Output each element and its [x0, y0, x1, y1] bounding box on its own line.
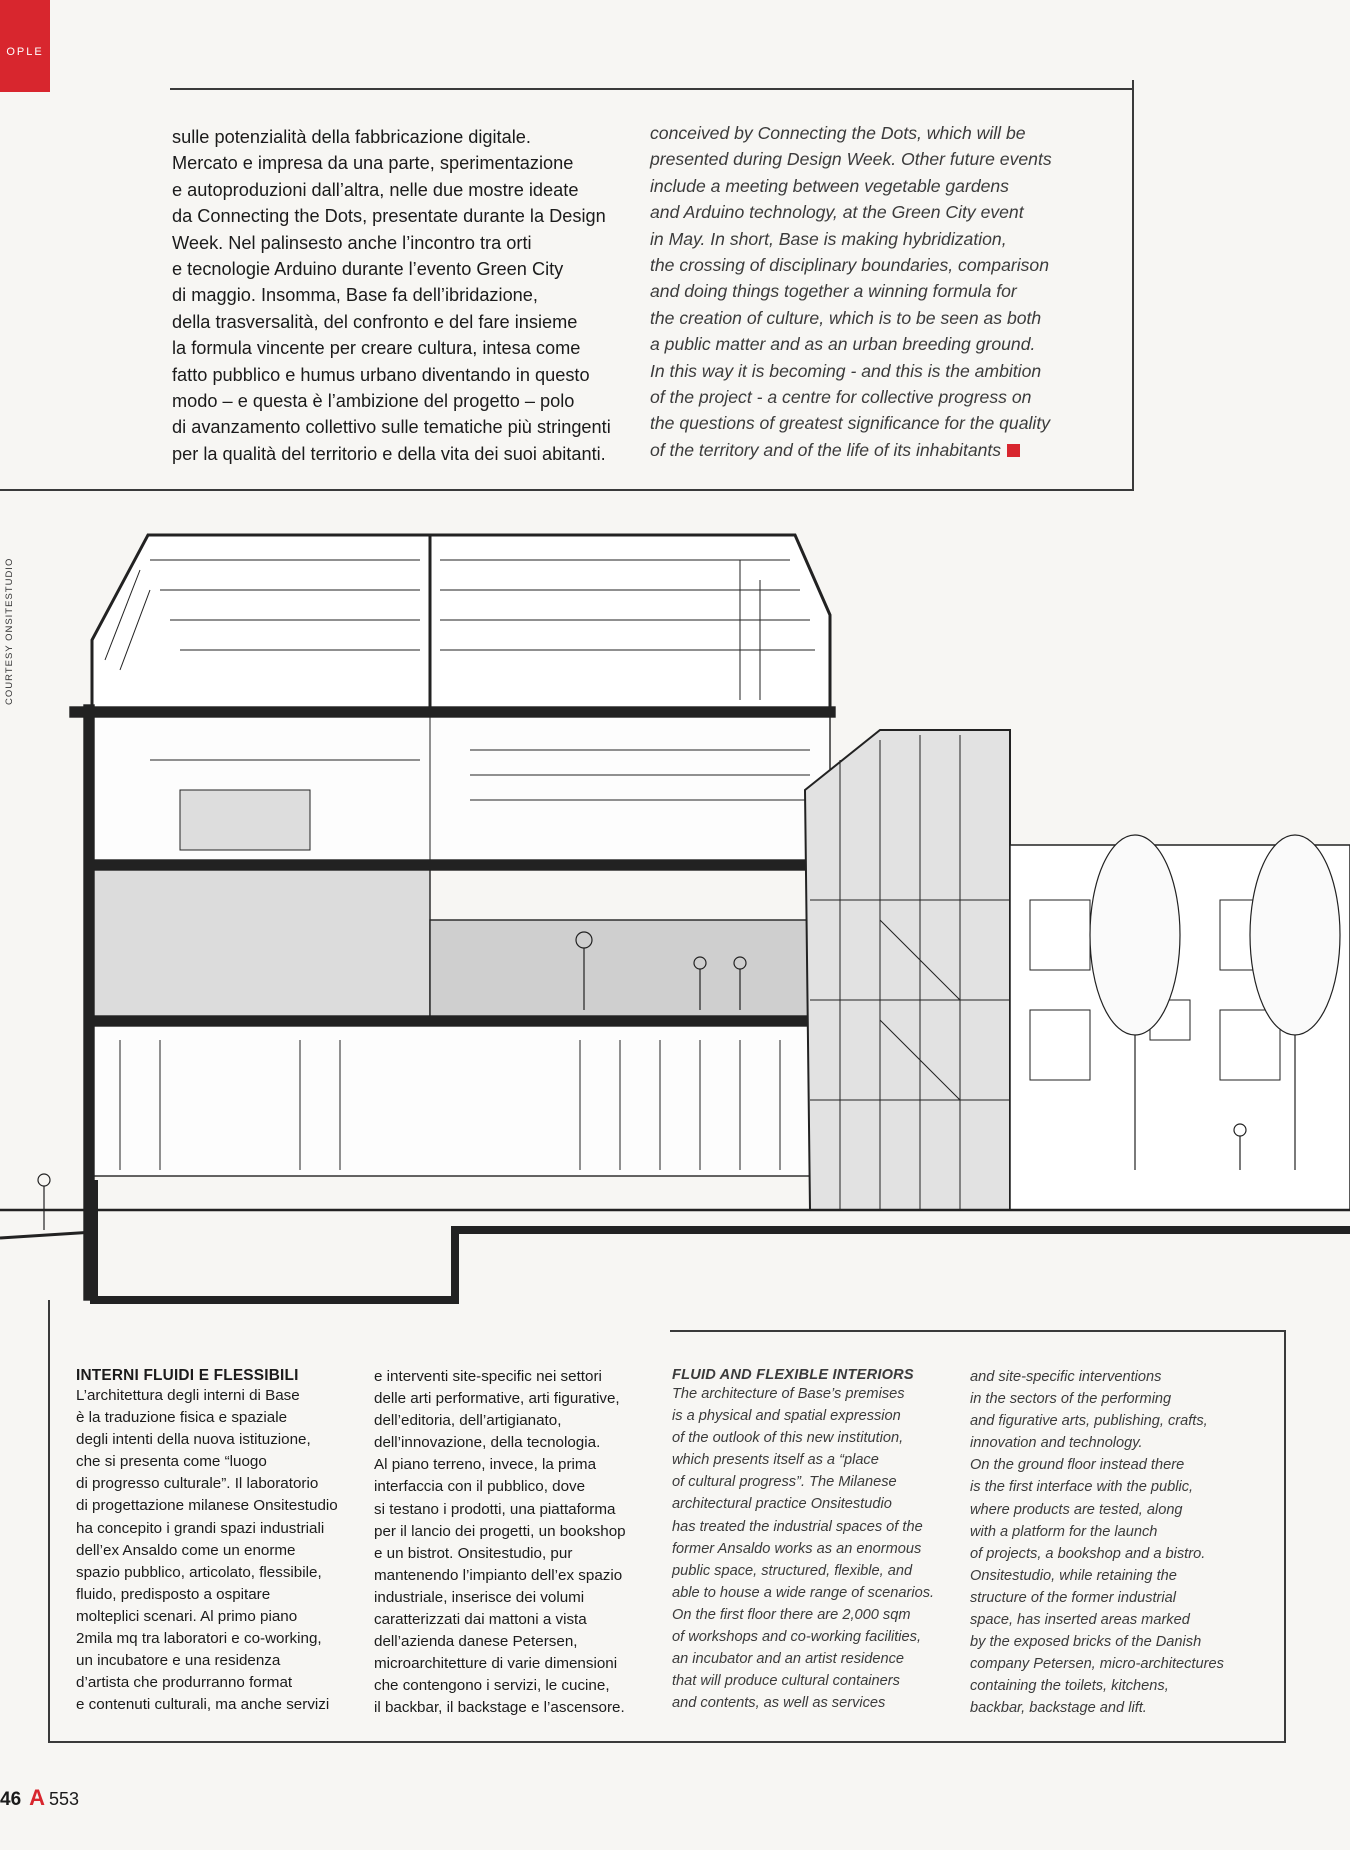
text-line: un incubatore e una residenza	[76, 1652, 281, 1670]
text-line: backbar, backstage and lift.	[970, 1700, 1147, 1717]
text-line: la formula vincente per creare cultura, intesa come	[172, 338, 581, 359]
text-line: e autoproduzioni dall’altra, nelle due mostre ideate	[172, 179, 579, 200]
text-line: fatto pubblico e humus urbano diventando in questo	[172, 364, 590, 385]
text-line: has treated the industrial spaces of the	[672, 1518, 923, 1535]
text-line: the creation of culture, which is to be seen as both	[650, 307, 1042, 328]
text-line: in the sectors of the performing	[970, 1391, 1172, 1408]
text-line: of projects, a bookshop and a bistro.	[970, 1545, 1206, 1562]
text-line: dell’editoria, dell’artigianato,	[374, 1412, 562, 1430]
text-line: delle arti performative, arti figurative,	[374, 1390, 620, 1408]
text-line: and doing things together a winning formula for	[650, 281, 1017, 302]
text-line: and site-specific interventions	[970, 1369, 1162, 1385]
text-line: In this way it is becoming - and this is the ambition	[650, 360, 1042, 381]
text-line: of the territory and of the life of its inhabitants	[650, 437, 1120, 463]
text-line: and Arduino technology, at the Green City event	[650, 202, 1024, 223]
text-line: interfaccia con il pubblico, dove	[374, 1478, 586, 1496]
text-line: space, has inserted areas marked	[970, 1612, 1190, 1629]
top-frame-right	[1132, 80, 1134, 490]
text-line: il backbar, il backstage e l’ascensore.	[374, 1699, 625, 1717]
text-line: che contengono i servizi, le cucine,	[374, 1677, 610, 1695]
text-line: able to house a wide range of scenarios.	[672, 1584, 935, 1601]
text-line: the crossing of disciplinary boundaries, comparison	[650, 255, 1049, 276]
text-line: e interventi site-specific nei settori	[374, 1368, 602, 1385]
text-line: è la traduzione fisica e spaziale	[76, 1409, 288, 1427]
english-text-top	[650, 120, 1120, 463]
text-line: On the ground floor instead there	[970, 1457, 1185, 1474]
italian-col-2	[374, 1366, 664, 1720]
text-line: include a meeting between vegetable gardens	[650, 175, 1009, 196]
bottom-frame-bottom	[48, 1741, 1286, 1743]
text-line: of the outlook of this new institution,	[672, 1430, 904, 1447]
text-line: of cultural progress”. The Milanese	[672, 1474, 897, 1491]
text-line: sulle potenzialità della fabbricazione digitale.	[172, 127, 531, 147]
text-line: by the exposed bricks of the Danish	[970, 1634, 1202, 1651]
text-line: Al piano terreno, invece, la prima	[374, 1456, 597, 1474]
text-line: per la qualità del territorio e della vita dei suoi abitanti.	[172, 443, 606, 464]
end-mark-icon	[1007, 444, 1020, 457]
text-line: where products are tested, along	[970, 1501, 1183, 1518]
text-line: che si presenta come “luogo	[76, 1453, 267, 1471]
text-line: molteplici scenari. Al primo piano	[76, 1607, 298, 1625]
text-line: da Connecting the Dots, presentate durante la Design	[172, 206, 606, 227]
text-line: e contenuti culturali, ma anche servizi	[76, 1696, 330, 1714]
text-line: spazio pubblico, articolato, flessibile,	[76, 1563, 322, 1581]
text-line: industriale, inserisce dei volumi	[374, 1588, 585, 1606]
top-frame-bottom	[0, 489, 1134, 491]
page-number: 46	[0, 1789, 22, 1810]
italian-col-1	[76, 1367, 366, 1716]
text-line: structure of the former industrial	[970, 1589, 1177, 1606]
text-line: is a physical and spatial expression	[672, 1408, 901, 1425]
text-line: della trasversalità, del confronto e del fare insieme	[172, 311, 578, 332]
bottom-frame-top	[670, 1330, 1285, 1332]
architectural-section-drawing	[0, 515, 1350, 1315]
text-line: of the project - a centre for collective progress on	[650, 387, 1032, 408]
text-line: Week. Nel palinsesto anche l’incontro tra orti	[172, 232, 532, 253]
text-line: 2mila mq tra laboratori e co-working,	[76, 1630, 322, 1648]
photo-credit: COURTESY ONSITESTUDIO	[4, 557, 15, 705]
text-line: and figurative arts, publishing, crafts,	[970, 1413, 1208, 1430]
text-line: di avanzamento collettivo sulle tematiche più stringenti	[172, 417, 611, 438]
text-line: per il lancio dei progetti, un bookshop	[374, 1522, 626, 1540]
text-line: mantenendo l’impianto dell’ex spazio	[374, 1566, 623, 1584]
text-line: microarchitetture di varie dimensioni	[374, 1655, 618, 1673]
magazine-logo: A	[29, 1785, 46, 1810]
text-line: L’architettura degli interni di Base	[76, 1387, 300, 1404]
text-line: a public matter and as an urban breeding ground.	[650, 334, 1036, 355]
text-line: dell’ex Ansaldo come un enorme	[76, 1541, 296, 1559]
text-line: di progettazione milanese Onsitestudio	[76, 1497, 338, 1515]
text-line: Mercato e impresa da una parte, sperimentazione	[172, 153, 574, 174]
text-line: caratterizzati dai mattoni a vista	[374, 1611, 587, 1629]
text-line: which presents itself as a “place	[672, 1452, 879, 1469]
text-line: e tecnologie Arduino durante l’evento Green City	[172, 259, 564, 280]
italian-heading: INTERNI FLUIDI E FLESSIBILI	[76, 1367, 299, 1384]
issue-number: 553	[49, 1789, 80, 1809]
text-line: conceived by Connecting the Dots, which will be	[650, 123, 1026, 143]
text-line: e un bistrot. Onsitestudio, pur	[374, 1544, 573, 1562]
english-heading: FLUID AND FLEXIBLE INTERIORS	[672, 1367, 914, 1383]
text-line: Onsitestudio, while retaining the	[970, 1567, 1177, 1584]
text-line: of workshops and co-working facilities,	[672, 1629, 922, 1646]
text-line: and contents, as well as services	[672, 1695, 886, 1712]
text-line: di maggio. Insomma, Base fa dell’ibridazione,	[172, 285, 538, 306]
text-line: fluido, predisposto a ospitare	[76, 1585, 271, 1603]
english-col-1	[672, 1367, 942, 1714]
text-line: innovation and technology.	[970, 1435, 1143, 1452]
text-line: dell’innovazione, della tecnologia.	[374, 1434, 601, 1452]
text-line: with a platform for the launch	[970, 1523, 1158, 1540]
italian-text-top	[172, 124, 642, 467]
top-rule	[170, 88, 1133, 90]
text-line: former Ansaldo works as an enormous	[672, 1540, 922, 1557]
text-line: an incubator and an artist residence	[672, 1651, 905, 1668]
section-tab: OPLE	[0, 0, 50, 92]
text-line: presented during Design Week. Other future events	[650, 149, 1052, 170]
text-line: si testano i prodotti, una piattaforma	[374, 1500, 616, 1518]
bottom-frame-right	[1284, 1330, 1286, 1742]
text-line: in May. In short, Base is making hybridization,	[650, 228, 1007, 249]
text-line: modo – e questa è l’ambizione del progetto – polo	[172, 391, 575, 412]
text-line: public space, structured, flexible, and	[672, 1562, 913, 1579]
english-col-2	[970, 1366, 1260, 1720]
text-line: d’artista che produrranno format	[76, 1674, 293, 1692]
page-folio	[0, 1785, 79, 1811]
text-line: degli intenti della nuova istituzione,	[76, 1431, 311, 1449]
text-line: the questions of greatest significance for the quality	[650, 413, 1051, 434]
text-line: dell’azienda danese Petersen,	[374, 1633, 578, 1651]
bottom-frame-left	[48, 1300, 50, 1743]
text-line: containing the toilets, kitchens,	[970, 1678, 1169, 1695]
text-line: On the first floor there are 2,000 sqm	[672, 1606, 911, 1623]
text-line: is the first interface with the public,	[970, 1479, 1194, 1496]
text-line: ha concepito i grandi spazi industriali	[76, 1519, 325, 1537]
text-line: di progresso culturale”. Il laboratorio	[76, 1475, 319, 1493]
text-line: The architecture of Base’s premises	[672, 1386, 905, 1402]
text-line: company Petersen, micro-architectures	[970, 1656, 1224, 1673]
text-line: architectural practice Onsitestudio	[672, 1496, 892, 1513]
text-line: that will produce cultural containers	[672, 1673, 900, 1690]
